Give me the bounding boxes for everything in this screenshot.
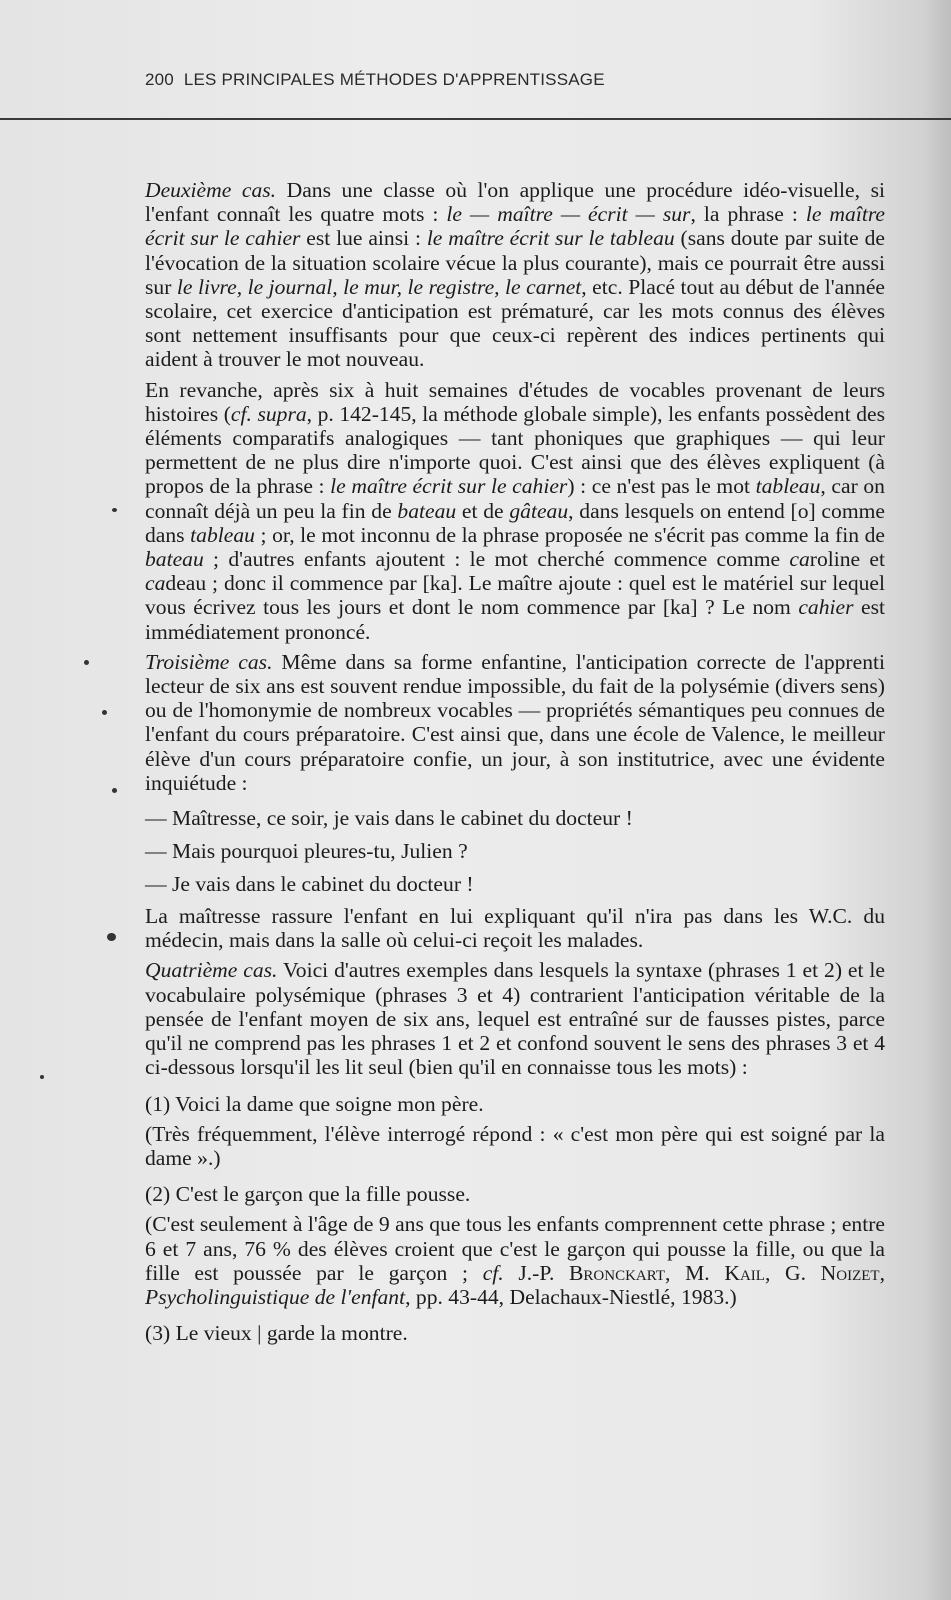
text-run: , la phrase : <box>690 202 806 227</box>
paragraph <box>145 904 885 952</box>
body-text <box>145 178 885 1351</box>
small-caps-name: Noizet <box>820 1260 880 1285</box>
italic-text: bateau <box>145 547 204 572</box>
text-run: (sans doute par suite de l'évocation de la situation scolaire vécue la plus courante), mais ce pourrait être aussi sur <box>145 226 885 299</box>
italic-text: le maître écrit sur le cahier <box>145 202 886 251</box>
italic-text: cahier <box>798 595 854 620</box>
paragraph <box>145 378 885 644</box>
italic-text: le maître écrit sur le cahier <box>330 474 568 499</box>
paragraph <box>145 1321 885 1345</box>
scan-speck <box>40 1075 44 1079</box>
italic-text: cf. <box>482 1260 504 1285</box>
text-run: est lue ainsi : <box>300 226 427 251</box>
italic-text: tableau <box>190 522 255 547</box>
paragraph <box>145 1212 885 1309</box>
paragraph <box>145 178 885 372</box>
text-run: La maîtresse rassure l'enfant en lui expliquant qu'il n'ira pas dans les W.C. du médecin, mais dans la salle où celui-ci reçoit les malades. <box>145 904 885 953</box>
italic-text: Psycholinguistique de l'enfant <box>145 1284 406 1309</box>
italic-text: le maître écrit sur le tableau <box>426 226 675 251</box>
text-run: deau ; donc il commence par [ka]. Le maître ajoute : quel est le matériel sur lequel vous écrivez tous les jours et dont le nom commence par [ka] ? Le nom <box>145 571 885 620</box>
running-head <box>145 70 605 90</box>
paragraph <box>145 1092 885 1116</box>
text-run: — Maîtresse, ce soir, je vais dans le cabinet du docteur ! <box>145 806 633 831</box>
text-run: ; or, le mot inconnu de la phrase proposée ne s'écrit pas comme la fin de <box>254 522 885 547</box>
text-run: ) : ce n'est pas le mot <box>567 474 756 499</box>
text-run: et de <box>456 498 510 523</box>
header-rule <box>0 118 951 120</box>
text-run: En revanche, après six à huit semaines d'études de vocables provenant de leurs histoires ( <box>145 377 885 426</box>
text-run: — Je vais dans le cabinet du docteur ! <box>145 872 474 897</box>
scan-speck <box>102 710 107 715</box>
paragraph <box>145 1122 885 1170</box>
italic-text: le livre, le journal, le mur, le registre, le carnet <box>176 274 582 299</box>
text-run: (Très fréquemment, l'élève interrogé répond : « c'est mon père qui est soigné par la dame ».) <box>145 1121 885 1170</box>
scan-speck <box>112 508 117 512</box>
text-run: (3) Le vieux | garde la montre. <box>145 1321 408 1346</box>
italic-text: le — maître — écrit — sur <box>446 202 691 227</box>
text-run: Dans une classe où l'on applique une procédure idéo-visuelle, si l'enfant connaît les quatre mots : <box>145 178 885 227</box>
paragraph <box>145 1182 885 1206</box>
paragraph <box>145 871 885 897</box>
italic-text: Troisième cas. <box>145 649 273 674</box>
scan-speck <box>84 660 89 665</box>
text-run: est immédiatement prononcé. <box>145 595 886 644</box>
paragraph <box>145 805 885 831</box>
text-run: , M. <box>665 1260 725 1285</box>
italic-text: Deuxième cas. <box>145 178 277 202</box>
italic-text: cf. supra <box>230 401 307 426</box>
text-run: , etc. Placé tout au début de l'année scolaire, cet exercice d'anticipation est prématuré, car les mots connus des élèves sont nettement insuffisants pour que ceux-ci repèrent des indices pertinents qui aident à trouver le mot nouveau. <box>145 274 885 372</box>
running-title: LES PRINCIPALES MÉTHODES D'APPRENTISSAGE <box>183 70 605 89</box>
text-run: (C'est seulement à l'âge de 9 ans que tous les enfants comprennent cette phrase ; entre 6 et 7 ans, 76 % des élèves croient que c'est le garçon qui pousse la fille, ou que la fille est poussée par le garçon ; <box>145 1212 885 1285</box>
text-run: , p. 142-145, la méthode globale simple), les enfants possèdent des éléments comparatifs analogiques — tant phoniques que graphiques — qui leur permettent de ne plus dire n'importe quoi. C'est ainsi que des élèves expliquent (à propos de la phrase : <box>145 401 886 499</box>
text-run: , <box>879 1260 885 1285</box>
italic-text: tableau <box>755 474 821 499</box>
text-run: , dans lesquels on entend [o] comme dans <box>145 498 885 547</box>
text-run: Même dans sa forme enfantine, l'anticipation correcte de l'apprenti lecteur de six ans est souvent rendue impossible, du fait de la polysémie (divers sens) ou de l'homonymie de nombreux vocables — propriétés sémantiques peu connues de l'enfant du cours préparatoire. C'est ainsi que, dans une école de Valence, le meilleur élève d'un cours préparatoire confie, un jour, à son institutrice, avec une évidente inquiétude : <box>145 649 885 795</box>
small-caps-name: Kail <box>724 1260 765 1285</box>
text-run: J.-P. <box>503 1260 570 1285</box>
text-run: , car on connaît déjà un peu la fin de <box>145 474 885 523</box>
italic-text: gâteau <box>509 498 569 523</box>
text-run: — Mais pourquoi pleures-tu, Julien ? <box>145 839 468 864</box>
page-number: 200 <box>145 70 174 89</box>
italic-text: ca <box>145 571 166 596</box>
text-run: , pp. 43-44, Delachaux-Niestlé, 1983.) <box>405 1284 737 1309</box>
text-run: (1) Voici la dame que soigne mon père. <box>145 1091 484 1116</box>
text-run: Voici d'autres exemples dans lesquels la syntaxe (phrases 1 et 2) et le vocabulaire polysémique (phrases 3 et 4) contrarient l'anticipation véritable de la pensée de l'enfant moyen de six ans, lequel est entraîné sur de fausses pistes, parce qu'il ne comprend pas les phrases 1 et 2 et confond souvent le sens des phrases 3 et 4 ci-dessous lorsqu'il les lit seul (bien qu'il en connaisse tous les mots) : <box>145 958 885 1080</box>
text-run: roline et <box>809 547 885 572</box>
small-caps-name: Bronckart <box>569 1260 666 1285</box>
scan-speck <box>112 788 117 793</box>
italic-text: ca <box>789 547 810 572</box>
text-run: (2) C'est le garçon que la fille pousse. <box>145 1182 471 1207</box>
paragraph <box>145 958 885 1079</box>
scan-speck <box>107 933 116 941</box>
italic-text: bateau <box>397 498 457 523</box>
paragraph <box>145 838 885 864</box>
text-run: , G. <box>764 1260 821 1285</box>
italic-text: Quatrième cas. <box>145 958 278 983</box>
paragraph <box>145 650 885 795</box>
text-run: ; d'autres enfants ajoutent : le mot cherché commence comme <box>203 547 790 572</box>
